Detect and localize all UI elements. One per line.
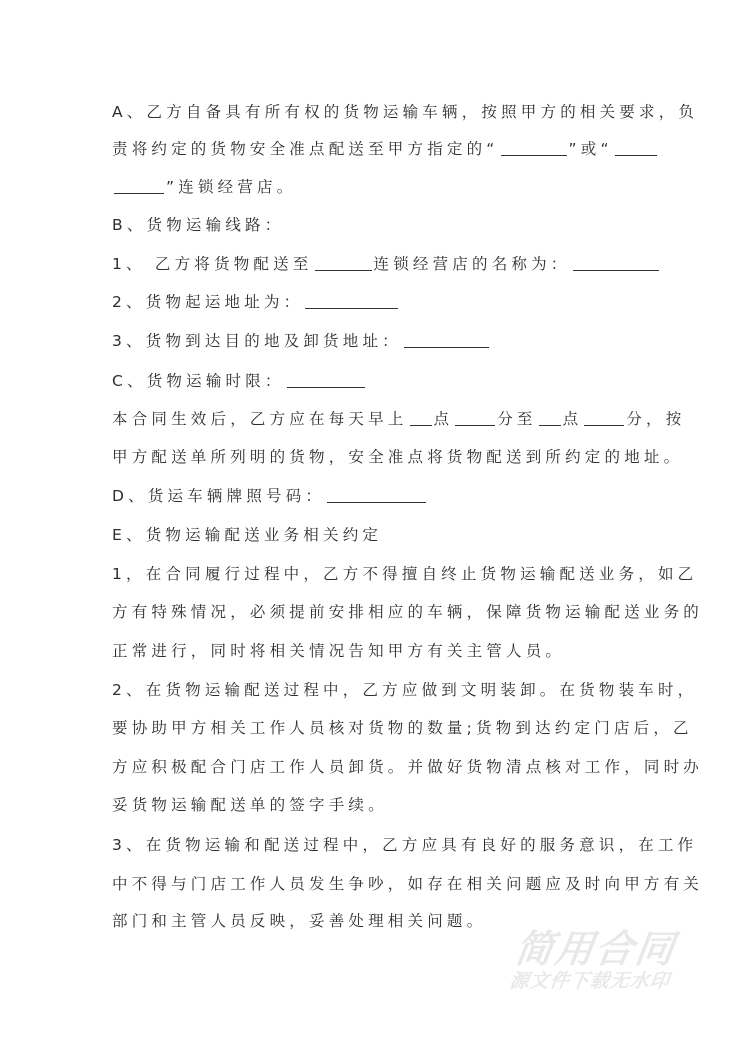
line-text: 正常进行，同时将相关情况告知甲方有关主管人员。 xyxy=(112,642,566,660)
document-line xyxy=(112,329,491,353)
line-text: B、货物运输线路： xyxy=(112,216,285,234)
document-line xyxy=(112,213,284,237)
fill-in-blank xyxy=(539,424,561,426)
document-line xyxy=(112,755,703,779)
document-line xyxy=(112,716,693,740)
line-text: 方有特殊情况，必须提前安排相应的车辆，保障货物运输配送业务的 xyxy=(112,603,704,621)
line-text: E、货物运输配送业务相关约定 xyxy=(112,526,383,544)
fill-in-blank xyxy=(305,307,398,309)
document-line xyxy=(112,445,683,469)
document-line xyxy=(112,833,697,857)
line-text: ”或“ xyxy=(568,140,613,158)
fill-in-blank xyxy=(573,269,659,271)
document-line xyxy=(112,562,697,586)
line-text: 甲方配送单所列明的货物，安全准点将货物配送到所约定的地址。 xyxy=(112,448,684,466)
line-text: ”连锁经营店。 xyxy=(166,178,297,196)
fill-in-blank xyxy=(114,192,164,194)
line-text: 2、货物起运地址为： xyxy=(112,293,304,311)
line-text: 方应积极配合门店工作人员卸货。并做好货物清点核对工作，同时办 xyxy=(112,758,704,776)
line-text: 1，在合同履行过程中，乙方不得擅自终止货物运输配送业务，如乙 xyxy=(112,565,698,583)
line-text: 点 xyxy=(433,410,454,428)
line-text: 妥货物运输配送单的签字手续。 xyxy=(112,796,388,814)
fill-in-blank xyxy=(327,501,426,503)
line-text: 部门和主管人员反映，妥善处理相关问题。 xyxy=(112,912,487,930)
document-line xyxy=(112,484,428,508)
line-text: 点 xyxy=(562,410,583,428)
line-text: 要协助甲方相关工作人员核对货物的数量;货物到达约定门店后，乙 xyxy=(112,719,693,737)
document-line xyxy=(112,909,486,933)
line-text: 3、货物到达目的地及卸货地址： xyxy=(112,332,402,350)
line-text: A、乙方自备具有所有权的货物运输车辆，按照甲方的相关要求，负 xyxy=(112,103,699,121)
fill-in-blank xyxy=(455,424,495,426)
line-text: 分，按 xyxy=(626,410,686,428)
document-line xyxy=(112,290,400,314)
line-text: 分至 xyxy=(497,410,537,428)
line-text: D、货运车辆牌照号码： xyxy=(112,487,326,505)
fill-in-blank xyxy=(584,424,624,426)
document-line xyxy=(112,793,388,817)
document-line xyxy=(112,407,685,431)
document-line xyxy=(112,100,698,124)
line-text: 2、在货物运输配送过程中，乙方应做到文明装卸。在货物装车时， xyxy=(112,681,698,699)
line-text: 中不得与门店工作人员发生争吵，如存在相关问题应及时向甲方有关 xyxy=(112,875,704,893)
fill-in-blank xyxy=(315,269,372,271)
fill-in-blank xyxy=(404,346,489,348)
watermark-tagline: 源文件下载无水印 xyxy=(508,970,672,992)
line-text: C、货物运输时限： xyxy=(112,372,285,390)
fill-in-blank xyxy=(410,424,432,426)
fill-in-blank xyxy=(615,154,657,156)
document-line xyxy=(112,678,697,702)
line-text: 责将约定的货物安全准点配送至甲方指定的“ xyxy=(112,140,499,158)
document-line xyxy=(112,175,296,199)
line-text: 本合同生效后，乙方应在每天早上 xyxy=(112,410,408,428)
line-text: 1、 乙方将货物配送至 xyxy=(112,255,313,273)
line-text: 连锁经营店的名称为： xyxy=(373,255,571,273)
document-line xyxy=(112,523,382,547)
document-line xyxy=(112,252,661,276)
document-line xyxy=(112,639,565,663)
document-line xyxy=(112,600,703,624)
fill-in-blank xyxy=(287,386,365,388)
watermark xyxy=(508,918,688,998)
document-line xyxy=(112,872,703,896)
document-line xyxy=(112,369,367,393)
watermark-brand: 简用合同 xyxy=(512,927,679,971)
document-line xyxy=(112,137,659,161)
fill-in-blank xyxy=(501,154,567,156)
line-text: 3、在货物运输和配送过程中，乙方应具有良好的服务意识，在工作 xyxy=(112,836,698,854)
